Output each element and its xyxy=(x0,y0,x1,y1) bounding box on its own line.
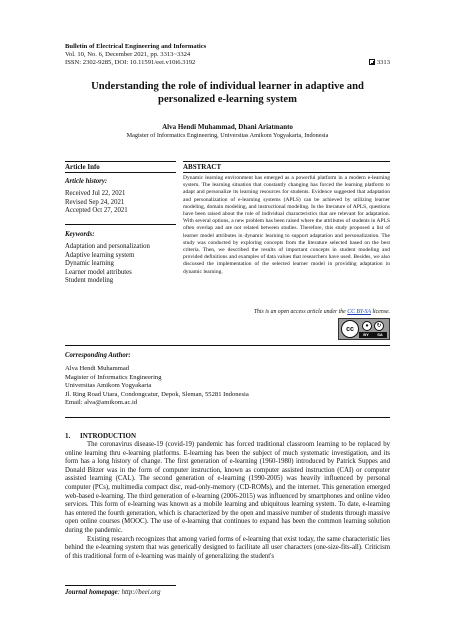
divider xyxy=(183,161,390,162)
article-info-heading: Article Info xyxy=(65,163,100,171)
history-item: Revised Sep 24, 2021 xyxy=(65,198,125,206)
keywords-list xyxy=(65,243,150,286)
cc-license-badge[interactable] xyxy=(338,318,390,340)
license-suffix: license. xyxy=(371,309,390,315)
cc-badge-right xyxy=(359,321,387,338)
journal-name: Bulletin of Electrical Engineering and Informatics xyxy=(65,43,207,50)
cc-sa-label: SA xyxy=(377,332,383,337)
history-item: Accepted Oct 27, 2021 xyxy=(65,207,128,215)
section-body xyxy=(65,441,390,561)
abstract-heading: ABSTRACT xyxy=(183,163,222,171)
share-alike-icon: ↻ xyxy=(374,321,384,331)
corresponding-author-label: Corresponding Author: xyxy=(65,352,131,359)
divider xyxy=(65,345,390,346)
footer-label: Journal homepage xyxy=(65,589,118,596)
keywords-label: Keywords: xyxy=(65,231,95,238)
divider xyxy=(65,224,176,225)
footer-divider xyxy=(65,585,176,586)
page-number xyxy=(369,59,390,67)
authors: Alva Hendi Muhammad, Dhani Ariatmanto xyxy=(162,123,293,131)
corresponding-line: Universitas Amikom Yogyakarta xyxy=(65,382,152,390)
history-item: Received Jul 22, 2021 xyxy=(65,190,126,197)
divider xyxy=(183,172,390,173)
divider xyxy=(65,417,390,418)
keyword: Student modeling xyxy=(65,277,114,285)
corresponding-line: Jl. Ring Road Utara, Condongcatur, Depok, Sleman, 55281 Indonesia xyxy=(65,390,249,398)
footer-url[interactable]: : http://beei.org xyxy=(117,589,161,596)
cc-by-label: BY xyxy=(363,332,369,337)
journal-volume: Vol. 10, No. 6, December 2021, pp. 3313~3324 xyxy=(65,50,191,58)
journal-homepage xyxy=(65,589,160,596)
article-history xyxy=(65,190,128,216)
cc-badge-bar xyxy=(359,332,387,338)
corresponding-line: Magister of Informatics Engineering xyxy=(65,373,162,381)
body-paragraph: The coronavirus disease-19 (covid-19) pandemic has forced traditional classroom learning to be replaced by online learning thru e-learning platforms. E-learning has been the subject of much systematic investigation, and its form has a long history of change. The first generation of e-learning (1960-1980) introduced by Patrick Suppes and Donald Bitzer was in the form of computer instruction, known as computer assisted instruction (CAI) or computer assisted learning (CAL). The second generation of e-learning (1990-2005) was heavily influenced by personal computer (PCs), multimedia compact disc, read-only-memory (CD-ROMs), and the internet. This generation emerged web-based e-learning. The third generation of e-learning (2006-2015) was influenced by smartphones and online video services. This form of e-learning was known as a mobile learning and ubiquitous learning system. To date, e-learning has entered the fourth generation, which is characterized by the open and massive number of students through massive open online courses (MOOC). The use of e-learning that continues to expand has been the common learning solution during the pandemic. xyxy=(65,441,390,534)
cc-icons xyxy=(362,321,384,331)
corresponding-author-block xyxy=(65,365,249,408)
paper-title-line-1: Understanding the role of individual learner in adaptive and xyxy=(91,81,364,92)
page-box-icon xyxy=(369,59,375,65)
paper-title xyxy=(65,80,390,106)
section-heading xyxy=(65,432,136,440)
keyword: Adaptive learning system xyxy=(65,251,135,259)
abstract-text: Dynamic learning environment has emerged as a powerful platform in a modern e-learning system. The learning situation that constantly changing has forced the learning platform to adapt and personalize its learning resources for students. Evidence suggested that adaptation and personalization of e-learning systems (APLS) can be achieved by utilizing learner modeling, domain modeling, and instructional modeling. In the literature of APLS, questions have been raised about the role of individual characteristics that are relevant for adaptation. With several options, a new problem has been raised where the attributes of students in APLS often overlap and are not related between studies. Therefore, this study proposed a list of learner model attributes in dynamic learning to support adaptation and personalization. The study was conducted by exploring concepts from the literature selected based on the best criteria. Then, we described the results of important concepts in student modeling and provided definitions and examples of data values that researchers have used. Besides, we also discussed the implementation of the selected learner model in providing adaptation in dynamic learning. xyxy=(183,175,390,275)
keyword: Learner model attributes xyxy=(65,268,132,276)
keyword: Dynamic learning xyxy=(65,260,114,268)
license-link[interactable]: CC BY-SA xyxy=(347,309,371,315)
license-line xyxy=(183,309,390,315)
paper-title-line-2: personalized e-learning system xyxy=(158,94,297,105)
journal-header xyxy=(65,43,390,66)
corresponding-line: Email: alva@amikom.ac.id xyxy=(65,399,138,407)
attribution-person-icon: ● xyxy=(362,321,372,331)
license-prefix: This is an open access article under the xyxy=(253,309,348,315)
section-title: INTRODUCTION xyxy=(80,432,137,440)
page-number-text: 3313 xyxy=(376,58,390,66)
article-history-label: Article history: xyxy=(65,178,108,185)
corresponding-line: Alva Hendi Muhammad xyxy=(65,365,130,372)
keyword: Adaptation and personalization xyxy=(65,243,150,250)
divider xyxy=(65,161,176,162)
section-number: 1. xyxy=(65,432,71,440)
affiliation: Magister of Informatics Engineering, Universitas Amikom Yogyakarta, Indonesia xyxy=(126,132,329,139)
divider xyxy=(65,172,176,173)
creative-commons-icon: cc xyxy=(341,320,359,338)
body-paragraph: Existing research recognizes that among varied forms of e-learning that exist today, the same characteristic lies behind the e-learning system that was generically designed to facilitate all user characters (one-size-fits-all). Criticism of this traditional form of e-learning was mainly of generalizing the student's xyxy=(65,535,390,560)
journal-issn: ISSN: 2302-9285, DOI: 10.11591/eei.v10i6.3192 xyxy=(65,58,196,66)
